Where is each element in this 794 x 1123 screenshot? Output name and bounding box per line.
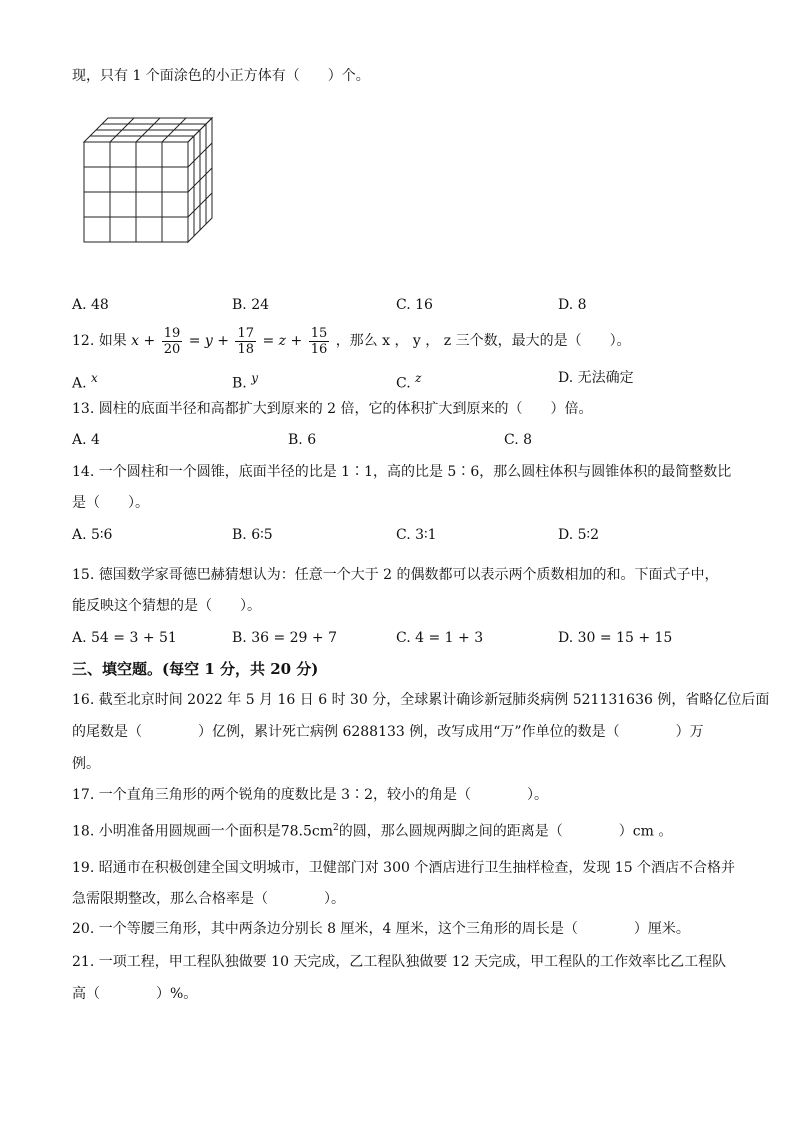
q12-options bbox=[72, 368, 732, 392]
q12-var-z: z bbox=[278, 333, 287, 349]
q12-suffix: ，那么 x ， y ， z 三个数，最大的是（ ）。 bbox=[335, 333, 631, 349]
q15-option-d[interactable]: D. 30 = 15 + 15 bbox=[558, 630, 673, 646]
q14-option-d[interactable]: D. 5∶2 bbox=[558, 527, 600, 543]
q12-option-c-var: z bbox=[415, 371, 422, 385]
q12-fraction-3 bbox=[309, 326, 330, 357]
q15-option-c[interactable]: C. 4 = 1 + 3 bbox=[396, 630, 484, 646]
q12-option-b[interactable] bbox=[232, 368, 258, 394]
q18-suffix: 的圆，那么圆规两脚之间的距离是（ ）cm 。 bbox=[338, 823, 673, 840]
q11-option-b[interactable]: B. 24 bbox=[232, 297, 270, 313]
q18-prefix: 18. 小明准备用圆规画一个面积是 bbox=[72, 823, 281, 840]
q12-prefix: 12. 如果 bbox=[72, 333, 127, 349]
q12-fraction-2-den: 18 bbox=[237, 341, 255, 357]
section-3-heading: 三、填空题。(每空 1 分，共 20 分) bbox=[72, 660, 319, 678]
q11-options bbox=[72, 295, 732, 315]
q16-line-2: 的尾数是（ ）亿例，累计死亡病例 6288133 例，改写成用“万”作单位的数是（ ）万 bbox=[72, 724, 704, 740]
q12-fraction-3-num: 15 bbox=[310, 325, 328, 341]
q12-option-c[interactable] bbox=[396, 368, 421, 394]
q12-question: 12. 如果 x + $\frac{19}{20}$ = y + $\frac{17}{18}$ = z + $\frac{15}{16}$ ，那么 x ， y ， z 三个数，最大的是（ ）。 bbox=[72, 325, 631, 357]
q14-option-a[interactable]: A. 5∶6 bbox=[72, 527, 113, 543]
q15-line-1: 15. 德国数学家哥德巴赫猜想认为：任意一个大于 2 的偶数都可以表示两个质数相加的和。下面式子中， bbox=[72, 567, 719, 583]
q11-option-a[interactable]: A. 48 bbox=[72, 297, 109, 313]
q19-line-2: 急需限期整改，那么合格率是（ ）。 bbox=[72, 891, 345, 907]
q11-option-c[interactable]: C. 16 bbox=[396, 297, 433, 313]
q14-option-b[interactable]: B. 6∶5 bbox=[232, 527, 273, 543]
cube-figure-lines bbox=[84, 118, 212, 242]
q12-option-b-label: B. bbox=[232, 375, 247, 392]
q12-fraction-3-den: 16 bbox=[310, 341, 328, 357]
q12-option-d[interactable]: D. 无法确定 bbox=[558, 370, 634, 386]
q14-options bbox=[72, 525, 732, 545]
q15-options bbox=[72, 628, 732, 648]
q12-option-b-var: y bbox=[251, 371, 258, 385]
q12-var-x: x bbox=[131, 333, 140, 349]
q15-line-2: 能反映这个猜想的是（ ）。 bbox=[72, 598, 261, 614]
q17-question: 17. 一个直角三角形的两个锐角的度数比是 3∶2，较小的角是（ ）。 bbox=[72, 787, 548, 803]
q18-question bbox=[72, 818, 672, 842]
q21-line-1: 21. 一项工程，甲工程队独做要 10 天完成，乙工程队独做要 12 天完成，甲工程队的工作效率比乙工程队 bbox=[72, 954, 727, 970]
q12-option-a-var: x bbox=[91, 371, 98, 385]
q18-area: 78.5cm bbox=[280, 823, 334, 840]
cube-figure bbox=[80, 114, 220, 244]
q11-tail: 现，只有 1 个面涂色的小正方体有（ ）个。 bbox=[72, 68, 370, 84]
q12-option-a[interactable] bbox=[72, 368, 98, 394]
q12-fraction-2-num: 17 bbox=[237, 325, 255, 341]
q13-options bbox=[72, 430, 732, 450]
q12-fraction-2 bbox=[235, 326, 256, 357]
q16-line-3: 例。 bbox=[72, 756, 100, 772]
q14-line-1: 14. 一个圆柱和一个圆锥，底面半径的比是 1∶1，高的比是 5∶6，那么圆柱体积与圆锥体积的最简整数比 bbox=[72, 464, 732, 480]
q20-question: 20. 一个等腰三角形，其中两条边分别长 8 厘米，4 厘米，这个三角形的周长是（ ）厘米。 bbox=[72, 921, 690, 937]
q11-option-d[interactable]: D. 8 bbox=[558, 297, 587, 313]
q15-option-b[interactable]: B. 36 = 29 + 7 bbox=[232, 630, 337, 646]
q13-option-a[interactable]: A. 4 bbox=[72, 432, 100, 448]
q13-question: 13. 圆柱的底面半径和高都扩大到原来的 2 倍，它的体积扩大到原来的（ ）倍。 bbox=[72, 401, 593, 417]
q21-line-2: 高（ ）%。 bbox=[72, 986, 198, 1002]
q12-fraction-1 bbox=[162, 326, 183, 357]
q12-option-c-label: C. bbox=[396, 375, 411, 392]
q16-line-1: 16. 截至北京时间 2022 年 5 月 16 日 6 时 30 分，全球累计确诊新冠肺炎病例 521131636 例，省略亿位后面 bbox=[72, 692, 770, 708]
q18-area-superscript: 2 bbox=[333, 823, 339, 833]
q12-var-y: y bbox=[204, 333, 213, 349]
q12-option-a-label: A. bbox=[72, 375, 87, 392]
q13-option-b[interactable]: B. 6 bbox=[288, 432, 317, 448]
q12-fraction-1-num: 19 bbox=[163, 325, 181, 341]
q19-line-1: 19. 昭通市在积极创建全国文明城市，卫健部门对 300 个酒店进行卫生抽样检查，发现 15 个酒店不合格并 bbox=[72, 860, 736, 876]
q14-line-2: 是（ ）。 bbox=[72, 495, 149, 511]
q12-fraction-1-den: 20 bbox=[163, 341, 181, 357]
q14-option-c[interactable]: C. 3∶1 bbox=[396, 527, 437, 543]
q15-option-a[interactable]: A. 54 = 3 + 51 bbox=[72, 630, 177, 646]
q13-option-c[interactable]: C. 8 bbox=[504, 432, 533, 448]
